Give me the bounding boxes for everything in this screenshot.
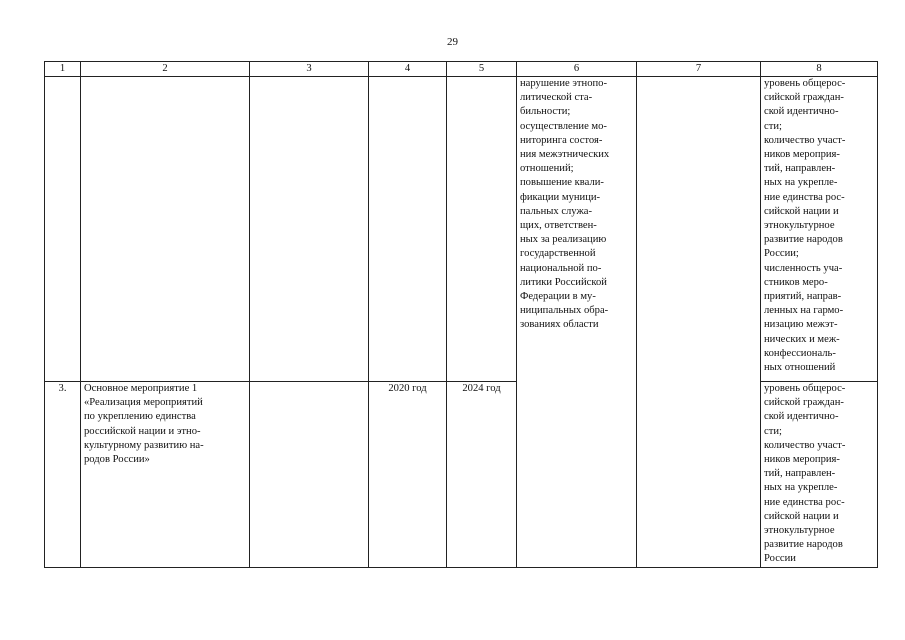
- column-header-7: 7: [637, 62, 761, 77]
- row-number-cell: 3.: [45, 382, 81, 568]
- page-number: 29: [447, 36, 458, 48]
- column-header-8: 8: [761, 62, 878, 77]
- end-year-cell: 2024 год: [447, 382, 517, 568]
- column-header-5: 5: [447, 62, 517, 77]
- measure-name-cell: Основное мероприятие 1 «Реализация мероприятий по укреплению единства российской нации и этно- культурному развитию на- родов России»: [81, 382, 250, 568]
- start-year-cell: [369, 77, 447, 382]
- start-year-cell: 2020 год: [369, 382, 447, 568]
- executor-cell: [250, 382, 369, 568]
- indicator-cell: уровень общерос- сийской граждан- ской идентично- сти; количество участ- ников мероприя- тий, направлен- ных на укрепле- ние единства рос- сийской нации и этнокультурное развитие народов России; численность уча- стников меро- приятий, направ- ленных на гармо- низацию межэт- нических и меж- конфессиональ- ных отношений: [761, 77, 878, 382]
- column-header-3: 3: [250, 62, 369, 77]
- executor-cell: [250, 77, 369, 382]
- expected-result-cell: нарушение этнопо- литической ста- бильности; осуществление мо- ниторинга состоя- ния межэтнических отношений; повышение квали- фикации муници- пальных служа- щих, ответствен- ных за реализацию государственной национальной по- литики Российской Федерации в му- ниципальных обра- зованиях области: [517, 77, 637, 568]
- table-row: [45, 77, 878, 382]
- column-header-4: 4: [369, 62, 447, 77]
- header-row: [45, 62, 878, 77]
- indicator-cell: уровень общерос- сийской граждан- ской идентично- сти; количество участ- ников мероприя- тий, направлен- ных на укрепле- ние единства рос- сийской нации и этнокультурное развитие народов России: [761, 382, 878, 568]
- consequences-cell: [637, 77, 761, 568]
- row-number-cell: [45, 77, 81, 382]
- end-year-cell: [447, 77, 517, 382]
- column-header-6: 6: [517, 62, 637, 77]
- column-header-1: 1: [45, 62, 81, 77]
- column-header-2: 2: [81, 62, 250, 77]
- measure-name-cell: [81, 77, 250, 382]
- program-table: [44, 61, 878, 568]
